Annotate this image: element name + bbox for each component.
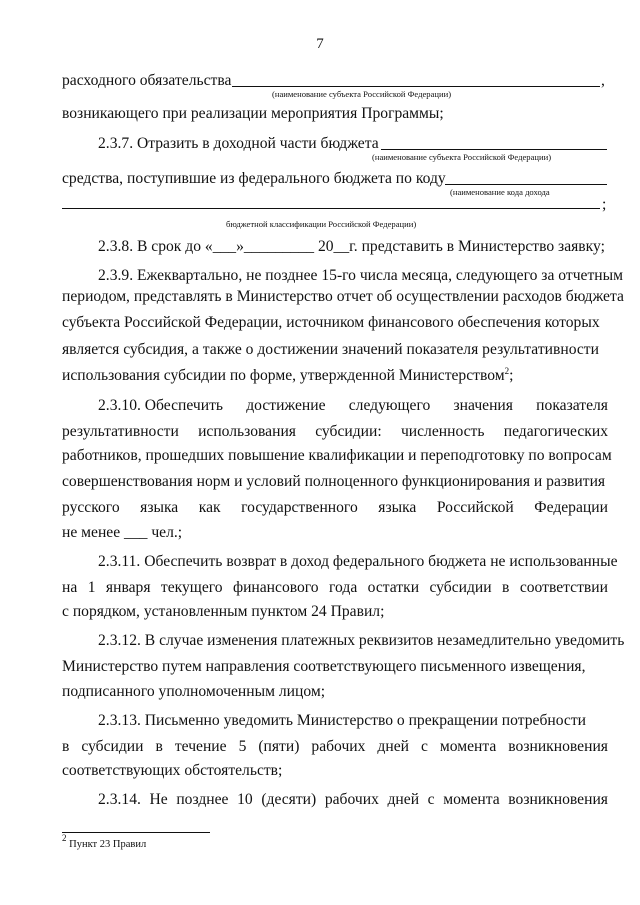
word: с (427, 791, 435, 808)
word: рабочих (324, 791, 379, 808)
word: результативности (62, 423, 179, 440)
word: следующего (348, 397, 431, 414)
word: государственного (241, 499, 358, 516)
item-2-3-12-line3: подписанного уполномоченным лицом; (62, 683, 326, 700)
footnote (62, 833, 147, 851)
item-2-3-10-line3: работников, прошедших повышение квалификации и переподготовку по вопросам (62, 447, 612, 464)
item-2-3-9-line4: является субсидия, а также о достижении значений показателя результативности (62, 341, 599, 358)
word: возникновения (508, 738, 608, 755)
word: дней (387, 791, 420, 808)
word: Российской (436, 499, 514, 516)
word: Не (149, 791, 168, 808)
classification-semicolon: ; (602, 196, 607, 213)
word: в (502, 579, 510, 596)
item-2-3-12-line2: Министерство путем направления соответствующего письменного извещения, (62, 658, 586, 675)
subject-name-caption: (наименование субъекта Российской Федерации) (272, 89, 452, 99)
item-2-3-9-line2: периодом, представлять в Министерство отчет об осуществлении расходов бюджета (62, 288, 624, 305)
word: (десяти) (261, 791, 317, 808)
footnote-marker: 2 (62, 833, 67, 843)
word: субсидии: (315, 423, 382, 440)
item-2-3-7-line1: 2.3.7. Отразить в доходной части бюджета (98, 135, 379, 152)
word: 2.3.10. Обеспечить (98, 397, 223, 414)
word: 2.3.14. (98, 791, 141, 808)
word: численность (400, 423, 485, 440)
footnote-separator (62, 832, 210, 833)
page-number: 7 (316, 36, 324, 52)
word: финансового (232, 579, 319, 596)
item-2-3-10-line4: совершенствования норм и условий полноценного функционирования и развития (62, 473, 606, 490)
footnote-ref-2: 2 (504, 366, 510, 376)
budget-subject-blank-line (381, 149, 607, 150)
word: как (198, 499, 221, 516)
word: субсидии (429, 579, 492, 596)
obligation-comma: , (601, 72, 605, 89)
word: течение (174, 738, 227, 755)
word: 10 (237, 791, 253, 808)
item-2-3-13-line2 (62, 737, 608, 757)
income-code-blank-line (445, 184, 607, 185)
item-2-3-10-line2 (62, 422, 608, 442)
obligation-line2: возникающего при реализации мероприятия Программы; (62, 105, 444, 122)
word: остатки (367, 579, 420, 596)
word: Федерации (534, 499, 608, 516)
word: возникновения (508, 791, 608, 808)
word: субсидии (81, 738, 144, 755)
word: языка (378, 499, 417, 516)
item-2-3-13-line3: соответствующих обстоятельств; (62, 762, 283, 779)
item-2-3-9-line5: использования субсидии по форме, утвержденной Министерством$^2$; (62, 366, 514, 384)
word: показателя (536, 397, 608, 414)
income-code-caption: (наименование кода дохода (450, 187, 550, 197)
word: дней (377, 738, 409, 755)
word: 5 (238, 738, 247, 755)
item-2-3-12-line1: 2.3.12. В случае изменения платежных реквизитов незамедлительно уведомить (98, 632, 625, 649)
word: (пяти) (258, 738, 300, 755)
item-2-3-10-line5 (62, 498, 608, 518)
item-2-3-10-line1 (98, 396, 608, 416)
classification-caption: бюджетной классификации Российской Федерации) (226, 219, 417, 229)
word: рабочих (311, 738, 366, 755)
word: языка (140, 499, 179, 516)
item-2-3-14-line1 (98, 790, 608, 810)
footnote-text: Пункт 23 Правил (66, 839, 147, 850)
word: года (329, 579, 358, 596)
word: 1 (87, 579, 96, 596)
item-2-3-9-line3: субъекта Российской Федерации, источником финансового обеспечения которых (62, 314, 600, 331)
word: русского (62, 499, 120, 516)
word: использования (198, 423, 296, 440)
item-2-3-11-line1: 2.3.11. Обеспечить возврат в доход федерального бюджета не использованные (98, 553, 618, 570)
word: с (420, 738, 428, 755)
word: в (62, 738, 70, 755)
classification-blank-line (62, 208, 600, 209)
item-2-3-7-line2: средства, поступившие из федерального бюджета по коду (62, 170, 446, 187)
obligation-label: расходного обязательства (62, 72, 232, 89)
word: в (155, 738, 163, 755)
word: января (105, 579, 151, 596)
word: текущего (160, 579, 223, 596)
word: момента (443, 791, 500, 808)
budget-subject-caption: (наименование субъекта Российской Федерации) (372, 152, 552, 162)
item-2-3-10-line6: не менее ___ чел.; (62, 524, 183, 541)
item-2-3-9-line1: 2.3.9. Ежеквартально, не позднее 15-го числа месяца, следующего за отчетным (98, 267, 623, 284)
item-2-3-13-line1: 2.3.13. Письменно уведомить Министерство о прекращении потребности (98, 712, 587, 729)
word: момента (439, 738, 497, 755)
word: соответствии (519, 579, 608, 596)
word: позднее (176, 791, 229, 808)
item-2-3-11-line2 (62, 578, 608, 598)
item-2-3-8: 2.3.8. В срок до «___»_________ 20__г. представить в Министерство заявку; (98, 238, 605, 255)
word: педагогических (503, 423, 608, 440)
subject-name-blank-line (232, 86, 600, 87)
word: достижение (246, 397, 326, 414)
word: значения (453, 397, 513, 414)
word: на (62, 579, 78, 596)
item-2-3-11-line3: с порядком, установленным пунктом 24 Правил; (62, 603, 385, 620)
